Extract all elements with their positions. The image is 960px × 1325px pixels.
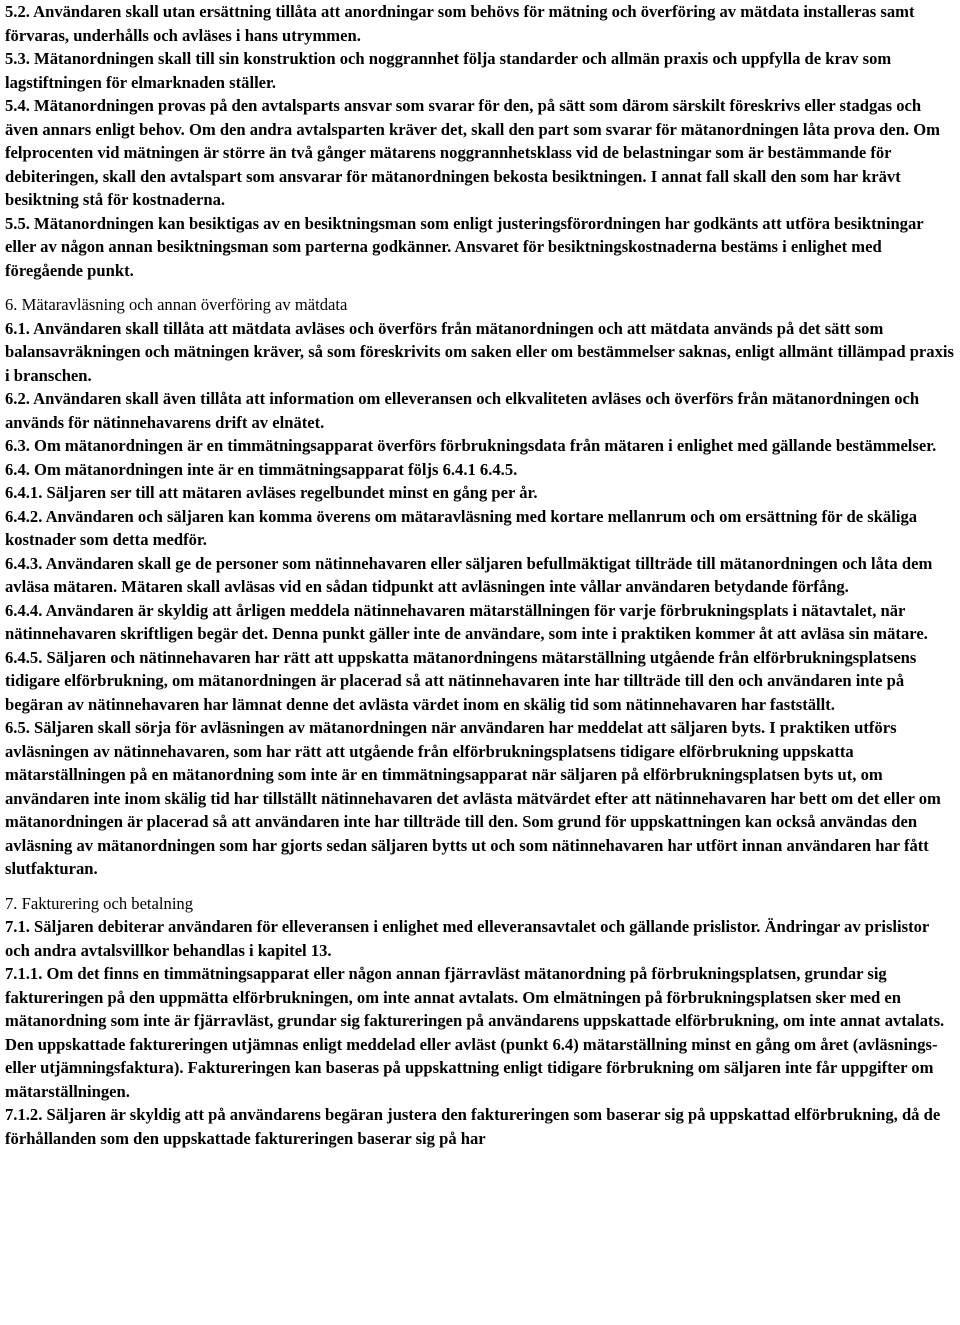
paragraph: 6.1. Användaren skall tillåta att mätdata avläses och överförs från mätanordningen och att mätdata används på det sätt som balansavräkningen och mätningen kräver, så som föreskrivits om saken eller om bestämmelser saknas, enligt allmänt tillämpad praxis i branschen. <box>5 318 954 385</box>
paragraph: 6.3. Om mätanordningen är en timmätningsapparat överförs förbrukningsdata från mätaren i enlighet med gällande bestämmelser. <box>5 436 937 455</box>
paragraph: 7.1.1. Om det finns en timmätningsapparat eller någon annan fjärravläst mätanordning på förbrukningsplatsen, grundar sig faktureringen på den uppmätta elförbrukningen, om inte annat avtalats. Om elmätningen på förbrukningsplatsen sker med en mätanordning som inte är fjärravläst, grundar sig faktureringen på användarens uppskattade elförbrukning, om inte annat avtalats. Den uppskattade faktureringen utjämnas enligt meddelad eller avläst (punkt 6.4) mätarställning minst en gång om året (avläsnings- eller utjämningsfaktura). Faktureringen kan baseras på uppskattning enligt tidigare förbrukning om säljaren inte får uppgifter om mätarställningen. <box>5 964 945 1101</box>
paragraph: 5.3. Mätanordningen skall till sin konstruktion och noggrannhet följa standarder och allmän praxis och uppfylla de krav som lagstiftningen för elmarknaden ställer. <box>5 49 892 92</box>
paragraph: 7.1. Säljaren debiterar användaren för elleveransen i enlighet med elleveransavtalet och gällande prislistor. Ändringar av prislistor och andra avtalsvillkor behandlas i kapitel 13. <box>5 917 929 960</box>
paragraph: 6.4.5. Säljaren och nätinnehavaren har rätt att uppskatta mätanordningens mätarställning utgående från elförbrukningsplatsens tidigare elförbrukning, om mätanordningen är placerad så att nätinnehavaren inte har tillträde till den och användaren inte på begäran av nätinnehavaren har lämnat denne det avlästa värdet inom en skälig tid som nätinnehavaren har fastställt. <box>5 647 917 714</box>
paragraph: 5.4. Mätanordningen provas på den avtalsparts ansvar som svarar för den, på sätt som därom särskilt föreskrivs eller stadgas och även annars enligt behov. Om den andra avtalsparten kräver det, skall den part som svarar för mätanordningen låta prova den. Om felprocenten vid mätningen är större än två gånger mätarens noggrannhetsklass vid de belastningar som är bestämmande för debiteringen, skall den avtalspart som ansvarar för mätanordningen bekosta besiktningen. I annat fall skall den som har krävt besiktning stå för kostnaderna. <box>5 96 940 209</box>
paragraph: 7.1.2. Säljaren är skyldig att på användarens begäran justera den faktureringen som baserar sig på uppskattad elförbrukning, då de förhållanden som den uppskattade faktureringen baserar sig på har <box>5 1105 941 1148</box>
paragraph: 6.5. Säljaren skall sörja för avläsningen av mätanordningen när användaren har meddelat att säljaren byts. I praktiken utförs avläsningen av nätinnehavaren, som har rätt att utgående från elförbrukningsplatsens tidigare elförbrukning uppskatta mätarställningen på en mätanordning som inte är en timmätningsapparat när säljaren på elförbrukningsplatsen byts ut, om användaren inte inom skälig tid har tillställt nätinnehavaren det avlästa mätvärdet efter att nätinnehavaren har bett om det eller om mätanordningen är placerad så att användaren inte har tillträde till den. Som grund för uppskattningen kan också användas den avläsning av mätanordningen som har gjorts sedan säljaren bytts ut och som nätinnehavaren har utfört innan användaren har fått slutfakturan. <box>5 718 941 878</box>
paragraph: 6.4. Om mätanordningen inte är en timmätningsapparat följs 6.4.1 6.4.5. <box>5 459 518 479</box>
paragraph: 6.4.1. Säljaren ser till att mätaren avläses regelbundet minst en gång per år. <box>5 483 538 502</box>
document-body <box>5 0 955 1150</box>
paragraph: 5.2. Användaren skall utan ersättning tillåta att anordningar som behövs för mätning och överföring av mätdata installeras samt förvaras, underhålls och avläses i hans utrymmen. <box>5 2 915 45</box>
paragraph: 6.4.4. Användaren är skyldig att årligen meddela nätinnehavaren mätarställningen för varje förbrukningsplats i nätavtalet, när nätinnehavaren skriftligen begär det. Denna punkt gäller inte de användare, som inte i praktiken kommer åt att avläsa sin mätare. <box>5 600 928 643</box>
paragraph: 5.5. Mätanordningen kan besiktigas av en besiktningsman som enligt justeringsförordningen har godkänts att utföra besiktningar eller av någon annan besiktningsman som parterna godkänner. Ansvaret för besiktningskostnaderna bestäms i enlighet med föregående punkt. <box>5 213 924 280</box>
section-heading: 7. Fakturering och betalning <box>5 893 194 913</box>
paragraph: 6.2. Användaren skall även tillåta att information om elleveransen och elkvaliteten avläses och överförs från mätanordningen och används för nätinnehavarens drift av elnätet. <box>5 389 920 432</box>
paragraph: 6.4.3. Användaren skall ge de personer som nätinnehavaren eller säljaren befullmäktigat tillträde till mätanordningen och låta dem avläsa mätaren. Mätaren skall avläsas vid en sådan tidpunkt att avläsningen inte vållar användaren betydande förfång. <box>5 553 933 596</box>
paragraph: 6.4.2. Användaren och säljaren kan komma överens om mätaravläsning med kortare mellanrum och om ersättning för de skäliga kostnader som detta medför. <box>5 506 918 549</box>
section-heading: 6. Mätaravläsning och annan överföring av mätdata <box>5 295 348 314</box>
